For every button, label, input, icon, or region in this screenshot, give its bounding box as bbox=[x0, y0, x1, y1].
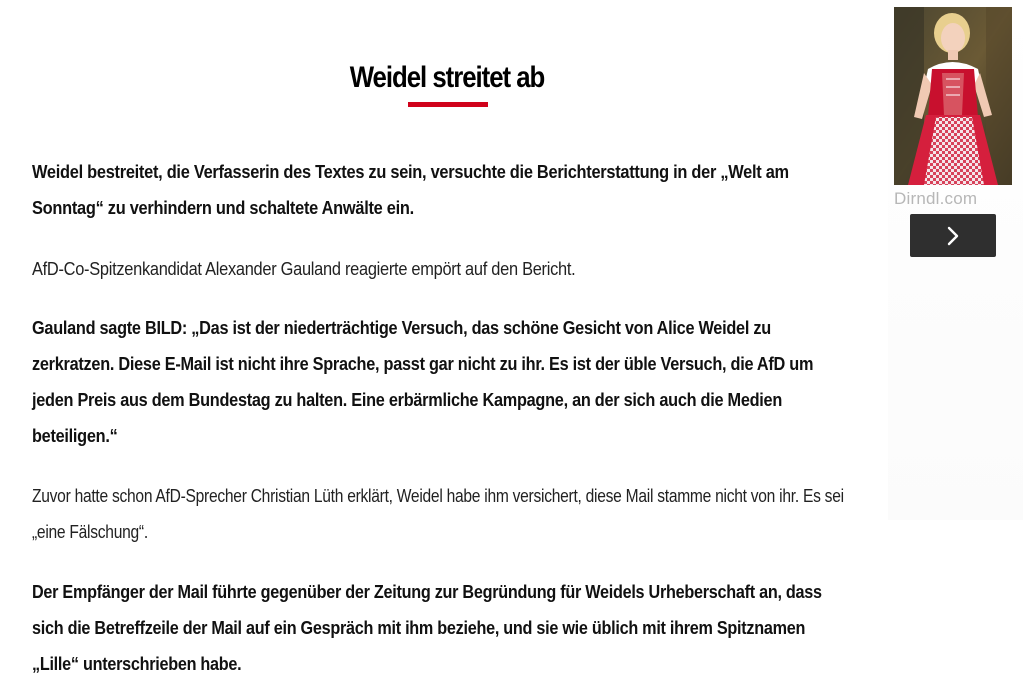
article-paragraph: Weidel bestreitet, die Verfasserin des Textes zu sein, versuchte die Berichterstattung in der „Welt am Sonntag“ zu verhindern und schaltete Anwälte ein. bbox=[32, 162, 789, 218]
article-paragraph: AfD-Co-Spitzenkandidat Alexander Gauland reagierte empört auf den Bericht. bbox=[32, 259, 576, 279]
article-paragraph: Zuvor hatte schon AfD-Sprecher Christian Lüth erklärt, Weidel habe ihm versichert, diese Mail stamme nicht von ihr. Es sei „eine Fälschung“. bbox=[32, 486, 844, 542]
advertisement[interactable] bbox=[888, 0, 1023, 520]
ad-next-button[interactable] bbox=[910, 214, 996, 257]
ad-image-dirndl-model[interactable] bbox=[894, 7, 1012, 185]
heading-underline bbox=[408, 102, 488, 107]
article bbox=[32, 0, 862, 674]
chevron-right-icon bbox=[946, 226, 960, 246]
article-paragraph: Gauland sagte BILD: „Das ist der niederträchtige Versuch, das schöne Gesicht von Alice Weidel zu zerkratzen. Diese E-Mail ist nicht ihre Sprache, passt gar nicht zu ihr. Es ist der üble Versuch, die AfD um jeden Preis aus dem Bundestag zu halten. Eine erbärmliche Kampagne, an der sich auch die Medien beteiligen.“ bbox=[32, 318, 814, 446]
article-paragraph: Der Empfänger der Mail führte gegenüber der Zeitung zur Begründung für Weidels Urheberschaft an, dass sich die Betreffzeile der Mail auf ein Gespräch mit ihm beziehe, und sie wie üblich mit ihrem Spitznamen „Lille“ unterschrieben habe. bbox=[32, 582, 822, 674]
ad-brand-caption[interactable]: Dirndl.com bbox=[894, 189, 978, 208]
dirndl-model-illustration bbox=[894, 7, 1012, 185]
section-heading: Weidel streitet ab bbox=[349, 61, 545, 94]
